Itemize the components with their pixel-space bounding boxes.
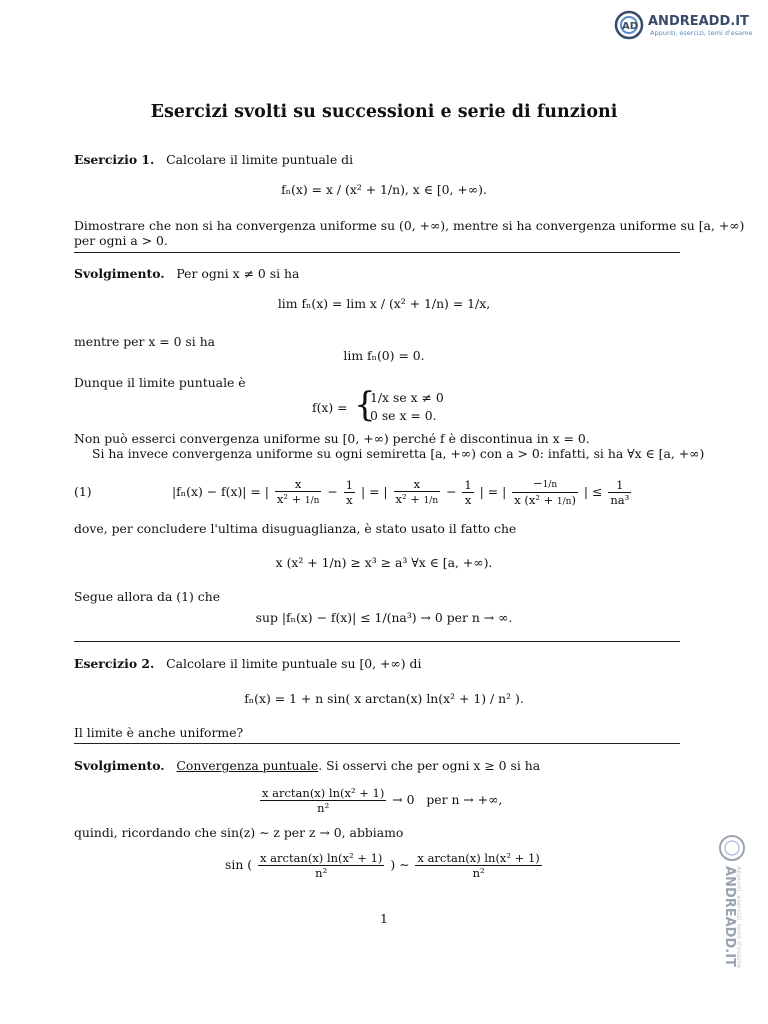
solution-2-heading <box>74 758 540 774</box>
solution-2-subheading: Convergenza puntuale <box>176 758 319 773</box>
solution-1-label: Svolgimento. <box>74 266 165 281</box>
invece-text: Si ha invece convergenza uniforme su ogni semiretta [a, +∞) con a > 0: infatti, si ha ∀x ∈ [a, +∞) <box>92 446 705 461</box>
divider <box>74 252 680 253</box>
solution-1-heading <box>74 266 299 282</box>
piece-top: 1/x se x ≠ 0 <box>370 390 444 405</box>
exercise-2-formula: fₙ(x) = 1 + n sin( x arctan(x) ln(x² + 1) / n² ). <box>244 691 524 706</box>
side-logo-icon <box>718 832 758 982</box>
brace-icon: { <box>354 385 376 425</box>
exercise-1-heading <box>74 152 353 168</box>
svg-text:ANDREADD.IT: ANDREADD.IT <box>722 866 737 967</box>
page-title: Esercizi svolti su successioni e serie di funzioni <box>150 102 618 122</box>
exercise-1-label: Esercizio 1. <box>74 152 155 167</box>
dunque-text: Dunque il limite puntuale è <box>74 375 246 390</box>
divider <box>74 641 680 642</box>
sup-equation: sup |fₙ(x) − f(x)| ≤ 1/(na³) → 0 per n → ∞. <box>255 610 513 625</box>
mentre-text: mentre per x = 0 si ha <box>74 334 216 349</box>
brand-logo-icon <box>614 8 764 42</box>
exercise-1-formula: fₙ(x) = x / (x² + 1/n), x ∈ [0, +∞). <box>281 182 487 197</box>
svg-text:AD: AD <box>622 21 639 32</box>
piece-bottom: 0 se x = 0. <box>370 408 437 423</box>
brand-logo <box>614 8 764 46</box>
exercise-1-prove-line1: Dimostrare che non si ha convergenza uniforme su (0, +∞), mentre si ha convergenza uniforme su [a, +∞) <box>74 218 745 233</box>
exercise-2-intro: Calcolare il limite puntuale su [0, +∞) di <box>166 656 422 671</box>
divider <box>74 743 680 744</box>
svg-text:Appunti, esercizi, temi d'esam: Appunti, esercizi, temi d'esame <box>735 866 743 969</box>
solution-1-intro: Per ogni x ≠ 0 si ha <box>176 266 300 281</box>
dove-text: dove, per concludere l'ultima disuguaglianza, è stato usato il fatto che <box>74 521 517 536</box>
solution-2-intro: . Si osservi che per ogni x ≥ 0 si ha <box>318 758 541 773</box>
limit-equation-3: $\frac{\text{x arctan(x) ln(x² + 1)}}{\text{n²}}$ → 0 per n → +∞, <box>262 786 503 815</box>
sin-equivalence: sin ( $\frac{\text{x arctan(x) ln(x² + 1)}}{\text{n²}}$ ) ∼ $\frac{\text{x arctan(x) ln(x² + 1)}}{\text{n²}}$ <box>225 851 540 880</box>
limit-equation-2: lim fₙ(0) = 0. <box>343 348 425 363</box>
equation-number: (1) <box>74 484 92 499</box>
exercise-2-label: Esercizio 2. <box>74 656 155 671</box>
brand-tagline: Appunti, esercizi, temi d'esame <box>650 29 753 37</box>
nonconv-text: Non può esserci convergenza uniforme su [0, +∞) perché f è discontinua in x = 0. <box>74 431 590 446</box>
solution-2-label: Svolgimento. <box>74 758 165 773</box>
exercise-2-question: Il limite è anche uniforme? <box>74 725 244 740</box>
estimate-equation: |fₙ(x) − f(x)| = | $\frac{x}{\text{x² + 1/n}}$ − $\frac{1}{x}$ | = | $\frac{x}{\text{x² + 1/n}}$ − $\frac{1}{x}$ | = | $\frac{-1/n}{\text{x (x² + 1/n)}}$ | ≤ $\frac{1}{\text{na³}}$ <box>172 476 630 507</box>
quindi-text: quindi, ricordando che sin(z) ∼ z per z → 0, abbiamo <box>74 825 404 840</box>
side-watermark-logo <box>718 832 758 982</box>
limit-equation-1: lim fₙ(x) = lim x / (x² + 1/n) = 1/x, <box>277 296 491 311</box>
brand-name: ANDREADD.IT <box>648 14 749 29</box>
exercise-1-prove-line2: per ogni a > 0. <box>74 233 168 248</box>
inequality-equation: x (x² + 1/n) ≥ x³ ≥ a³ ∀x ∈ [a, +∞). <box>275 555 493 570</box>
page-number: 1 <box>380 911 388 926</box>
exercise-2-heading <box>74 656 421 672</box>
segue-text: Segue allora da (1) che <box>74 589 221 604</box>
exercise-1-intro: Calcolare il limite puntuale di <box>166 152 354 167</box>
